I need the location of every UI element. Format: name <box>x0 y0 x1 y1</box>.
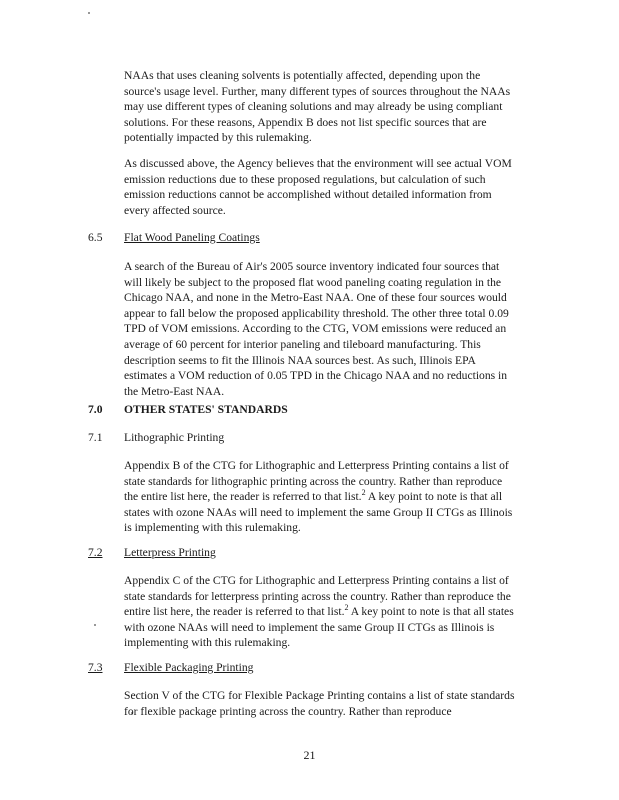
section-title: Letterpress Printing <box>124 546 216 559</box>
paragraph-naas-cleaning: NAAs that uses cleaning solvents is potentially affected, depending upon the source's usage level. Further, many different types of sources throughout the NAAs may use different types of cleaning solutions and may already be using compliant solutions. For these reasons, Appendix B does not list specific sources that are potentially impacted by this rulemaking. <box>124 69 511 145</box>
scan-speck <box>94 624 96 626</box>
section-heading-7-3 <box>88 660 253 675</box>
section-heading-7-2 <box>88 545 216 560</box>
section-title: OTHER STATES' STANDARDS <box>124 403 288 416</box>
section-heading-6-5 <box>88 230 260 245</box>
footnote-ref: 2 <box>361 488 366 498</box>
paragraph-lithographic-standards <box>124 458 516 536</box>
paragraph-text: A key point to note is that all states with ozone NAAs will need to implement the same Group II CTGs as Illinois is implementing with this rulemaking. <box>124 490 513 535</box>
paragraph-text: Appendix C of the CTG for Lithographic and Letterpress Printing contains a list of state standards for letterpress printing across the country. Rather than reproduce the entire list here, the reader is referred to that list. <box>124 574 511 619</box>
section-title: Lithographic Printing <box>124 431 225 444</box>
section-number: 6.5 <box>88 231 103 244</box>
paragraph-text: Appendix B of the CTG for Lithographic and Letterpress Printing contains a list of state standards for lithographic printing across the country. Rather than reproduce the entire list here, the reader is referred to that list. <box>124 459 509 504</box>
page-number: 21 <box>303 748 316 762</box>
paragraph-agency-believes: As discussed above, the Agency believes that the environment will see actual VOM emission reductions due to these proposed regulations, but calculation of such emission reductions cannot be accomplished without detailed information from every affected source. <box>124 157 512 217</box>
section-heading-7-0 <box>88 402 288 417</box>
scan-speck <box>88 12 90 14</box>
section-heading-7-1 <box>88 430 224 445</box>
section-number: 7.1 <box>88 431 103 444</box>
section-title: Flat Wood Paneling Coatings <box>124 231 260 244</box>
paragraph-flexible-package: Section V of the CTG for Flexible Package Printing contains a list of state standards for flexible package printing across the country. Rather than reproduce <box>124 689 515 718</box>
paragraph-flat-wood-search: A search of the Bureau of Air's 2005 source inventory indicated four sources that will likely be subject to the proposed flat wood paneling coating regulation in the Chicago NAA, and none in the Metro-East NAA. One of these four sources would appear to fall below the proposed applicability threshold. The other three total 0.09 TPD of VOM emissions. According to the CTG, VOM emissions were reduced an average of 60 percent for interior paneling and tileboard manufacturing. This description seems to fit the Illinois NAA sources best. As such, Illinois EPA estimates a VOM reduction of 0.05 TPD in the Chicago NAA and no reductions in the Metro-East NAA. <box>124 260 509 398</box>
footnote-ref: 2 <box>344 603 349 613</box>
section-number: 7.3 <box>88 661 103 674</box>
section-number: 7.0 <box>88 403 103 416</box>
paragraph-letterpress-standards <box>124 573 516 651</box>
section-number: 7.2 <box>88 546 103 559</box>
section-title: Flexible Packaging Printing <box>124 661 254 674</box>
paragraph-text: A key point to note is that all states with ozone NAAs will need to implement the same Group II CTGs as Illinois is implementing with this rulemaking. <box>124 605 514 650</box>
